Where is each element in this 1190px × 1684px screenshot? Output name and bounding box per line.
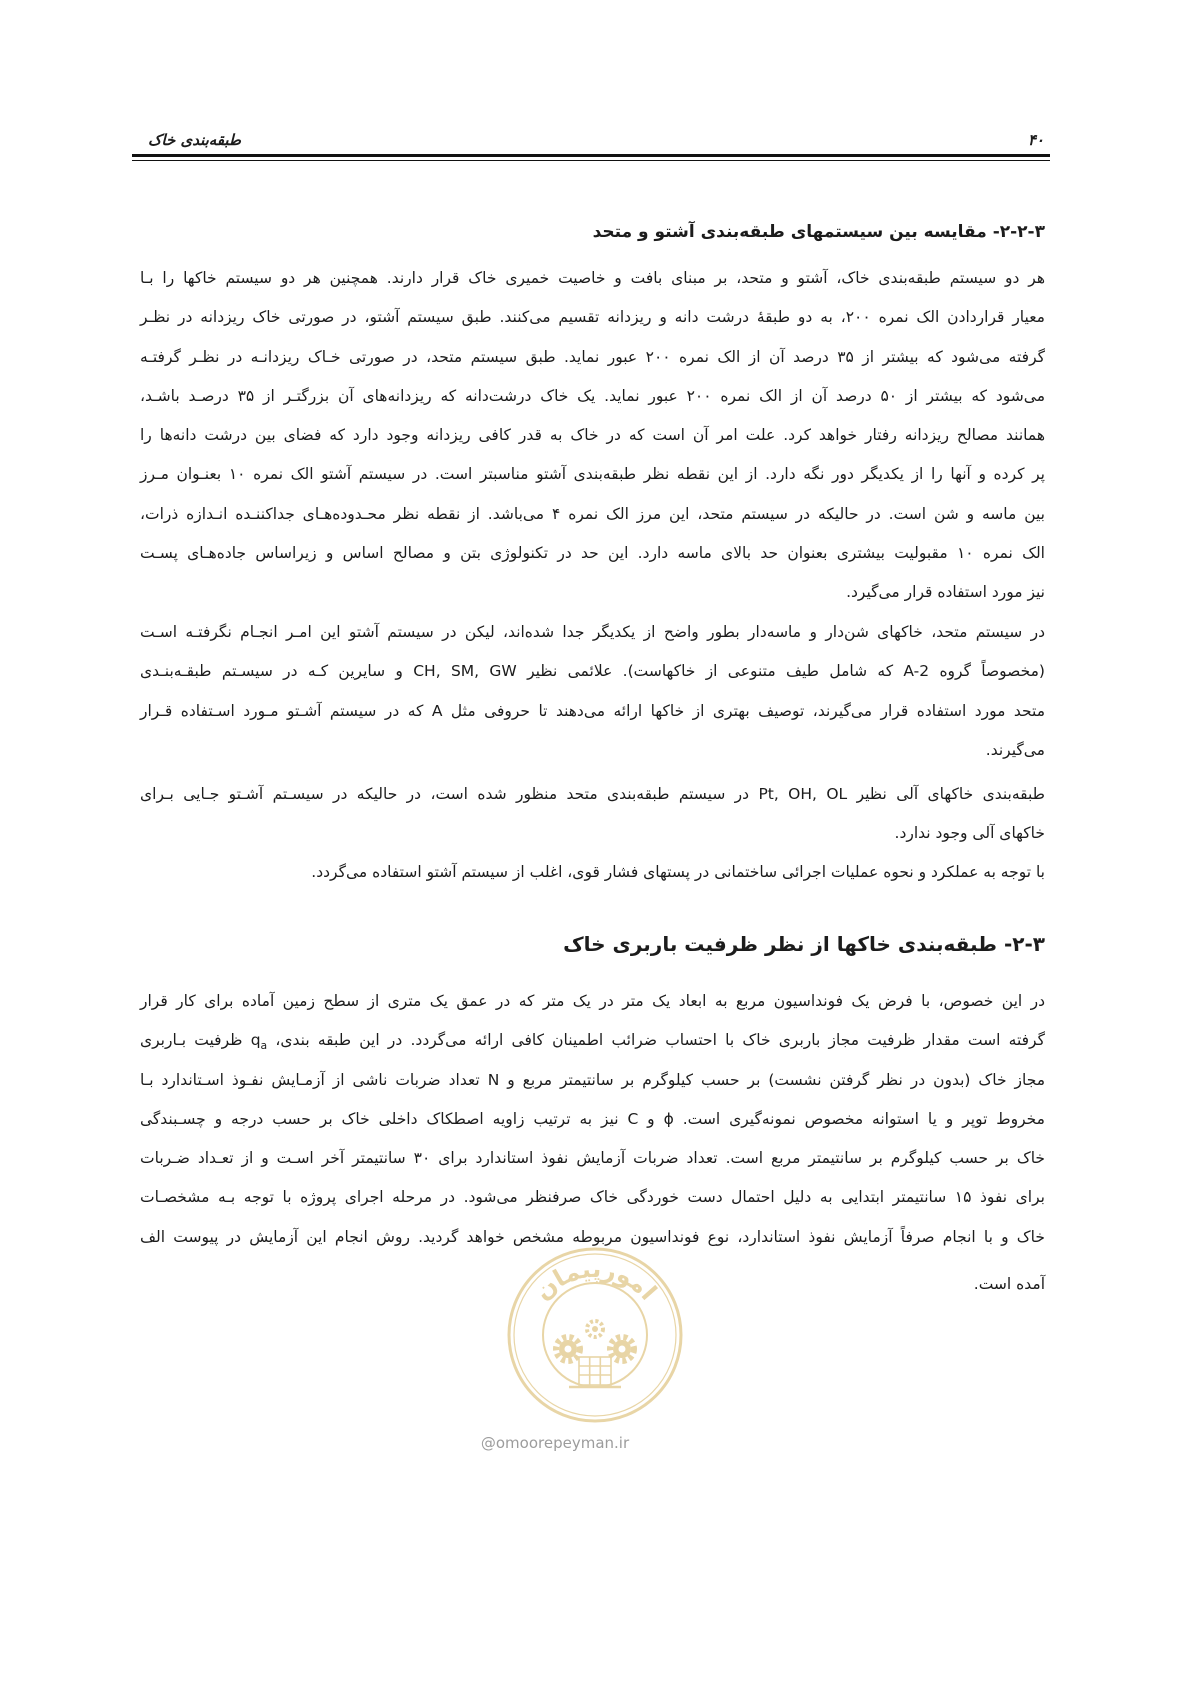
paragraph xyxy=(140,982,1045,1304)
paragraph xyxy=(140,853,1045,892)
header-rule xyxy=(132,154,1050,157)
text-line: خاک و با انجام صرفاً آزمایش نفوذ استاندارد، نوع فونداسیون مربوطه مشخص خواهد گردید. روش انجام این آزمایش در پیوست الف xyxy=(140,1227,1045,1246)
text-line: هر دو سیستم طبقه‌بندی خاک، آشتو و متحد، بر مبنای بافت و خاصیت خمیری خاک قرار دارند. همچنین هر دو سیستم خاکها را بـا xyxy=(140,269,1045,287)
gear-icon xyxy=(556,1337,580,1361)
text-line: بین ماسه و شن است. در حالیکه در سیستم متحد، این مرز الک نمره ۴ می‌باشد. از نقطه نظر محـدوده‌هـای جداکننـده انـدازه ذرات، xyxy=(140,504,1045,523)
section-heading: ۲-۳- طبقه‌بندی خاکها از نظر ظرفیت باربری خاک xyxy=(563,932,1045,956)
text-line: مجاز خاک (بدون در نظر گرفتن نشست) بر حسب کیلوگرم بر سانتیمتر مربع و N تعداد ضربات ناشی از آزمـایش نفـوذ اسـتاندارد بـا xyxy=(140,1070,1045,1089)
text-line: (مخصوصاً گروه A-2 که شامل طیف متنوعی از خاکهاست). علائمی نظیر CH, SM, GW و سایرین کـه در سیسـتم طبقـه‌بنـدی xyxy=(140,662,1045,681)
text-line: پر کرده و آنها را از یکدیگر دور نگه دارد. از این نقطه نظر طبقه‌بندی آشتو مناسبتر است. در سیستم آشتو الک نمره ۱۰ بعنـوان مـرز xyxy=(140,465,1045,484)
cog-icon xyxy=(587,1321,603,1337)
bearing-capacity-symbol: q xyxy=(250,1031,261,1050)
text-line: خاکهای آلی وجود ندارد. xyxy=(894,824,1045,843)
text-line: برای نفوذ ۱۵ سانتیمتر ابتدایی به دلیل احتمال دست خوردگی خاک صرفنظر می‌شود. در مرحله اجرای پروژه با توجه بـه مشخصـات xyxy=(140,1188,1045,1207)
text-line: می‌گیرند. xyxy=(985,740,1045,759)
text-line: مخروط توپر و یا استوانه مخصوص نمونه‌گیری است. ϕ و C نیز به ترتیب زاویه اصطکاک داخلی خاک بر حسب درجه و چسـبندگی xyxy=(140,1109,1045,1128)
text-line: الک نمره ۱۰ مقبولیت بیشتری بعنوان حد بالای ماسه دارد. این حد در تکنولوژی بتن و مصالح اساس و زیراساس جاده‌هـای پسـت xyxy=(140,544,1045,563)
paragraph xyxy=(140,259,1045,613)
text-line: خاک بر حسب کیلوگرم بر سانتیمتر مربع است. تعداد ضربات آزمایش نفوذ استاندارد برای ۳۰ سانتیمتر آخر اسـت و از تعـداد ضـربات xyxy=(140,1149,1045,1168)
watermark-website: @omoorepeyman.ir xyxy=(480,1434,630,1452)
text-line: می‌شود که بیشتر از ۵۰ درصد آن از الک نمره ۲۰۰ عبور نماید. یک خاک درشت‌دانه که ریزدانه‌های آن بزرگتـر از ۳۵ درصـد باشـد، xyxy=(140,386,1045,405)
text-segment: ظرفیت بـاربری xyxy=(140,1031,251,1050)
bearing-capacity-subscript: a xyxy=(260,1039,268,1053)
text-line: آمده است. xyxy=(973,1275,1045,1294)
text-line: گرفته می‌شود که بیشتر از ۳۵ درصد آن از الک نمره ۲۰۰ عبور نماید. طبق سیستم متحد، در صورتی خـاک ریزدانـه در نظـر گرفتـه xyxy=(140,347,1046,366)
gear-icon xyxy=(610,1337,634,1361)
text-line: در سیستم متحد، خاکهای شن‌دار و ماسه‌دار بطور واضح از یکدیگر جدا شده‌اند، لیکن در سیستم آشتو این امـر انجـام نگرفتـه اسـت xyxy=(140,623,1045,641)
text-line: نیز مورد استفاده قرار می‌گیرد. xyxy=(846,583,1045,602)
text-segment: گرفته است مقدار ظرفیت مجاز باربری خاک با احتساب ضرائب اطمینان کافی ارائه می‌گردد. در این طبقه بندی، xyxy=(267,1031,1045,1050)
text-line: در این خصوص، با فرض یک فونداسیون مربع به ابعاد یک متر در یک متر که در عمق یک متری از سطح زمین آماده برای کار قرار xyxy=(140,992,1045,1010)
text-line xyxy=(140,1021,1045,1060)
logo-lettering: امورپیمان xyxy=(528,1254,663,1306)
text-line: همانند مصالح ریزدانه رفتار خواهد کرد. علت امر آن است که در خاک به قدر کافی ریزدانه وجود دارد که فضای بین درشت دانه‌ها را xyxy=(140,426,1045,445)
paragraph xyxy=(140,775,1045,854)
text-line: معیار قراردادن الک نمره ۲۰۰، به دو طبقهٔ درشت دانه و ریزدانه تقسیم می‌کنند. طبق سیستم آشتو، در صورتی خاک ریزدانه در نظـر xyxy=(140,308,1045,327)
text-line: با توجه به عملکرد و نحوه عملیات اجرائی ساختمانی در پستهای فشار قوی، اغلب از سیستم آشتو استفاده می‌گردد. xyxy=(311,863,1045,881)
header-rule-thin xyxy=(132,160,1050,161)
paragraph xyxy=(140,613,1045,770)
text-line: طبقه‌بندی خاکهای آلی نظیر Pt, OH, OL در سیستم طبقه‌بندی متحد منظور شده است، در حالیکه در سیسـتم آشـتو جـایی بـرای xyxy=(140,785,1046,803)
text-line: متحد مورد استفاده قرار می‌گیرند، توصیف بهتری از خاکها ارائه می‌دهند تا حروفی مثل A که در سیستم آشـتو مـورد اسـتفاده قـرار xyxy=(140,701,1046,720)
building-icon xyxy=(569,1357,621,1387)
section-heading: ۲-۲-۳- مقایسه بین سیستمهای طبقه‌بندی آشتو و متحد xyxy=(592,222,1045,242)
running-header-chapter-title: طبقه‌بندی خاک xyxy=(148,131,241,149)
page-number: ۴۰ xyxy=(1027,131,1044,149)
